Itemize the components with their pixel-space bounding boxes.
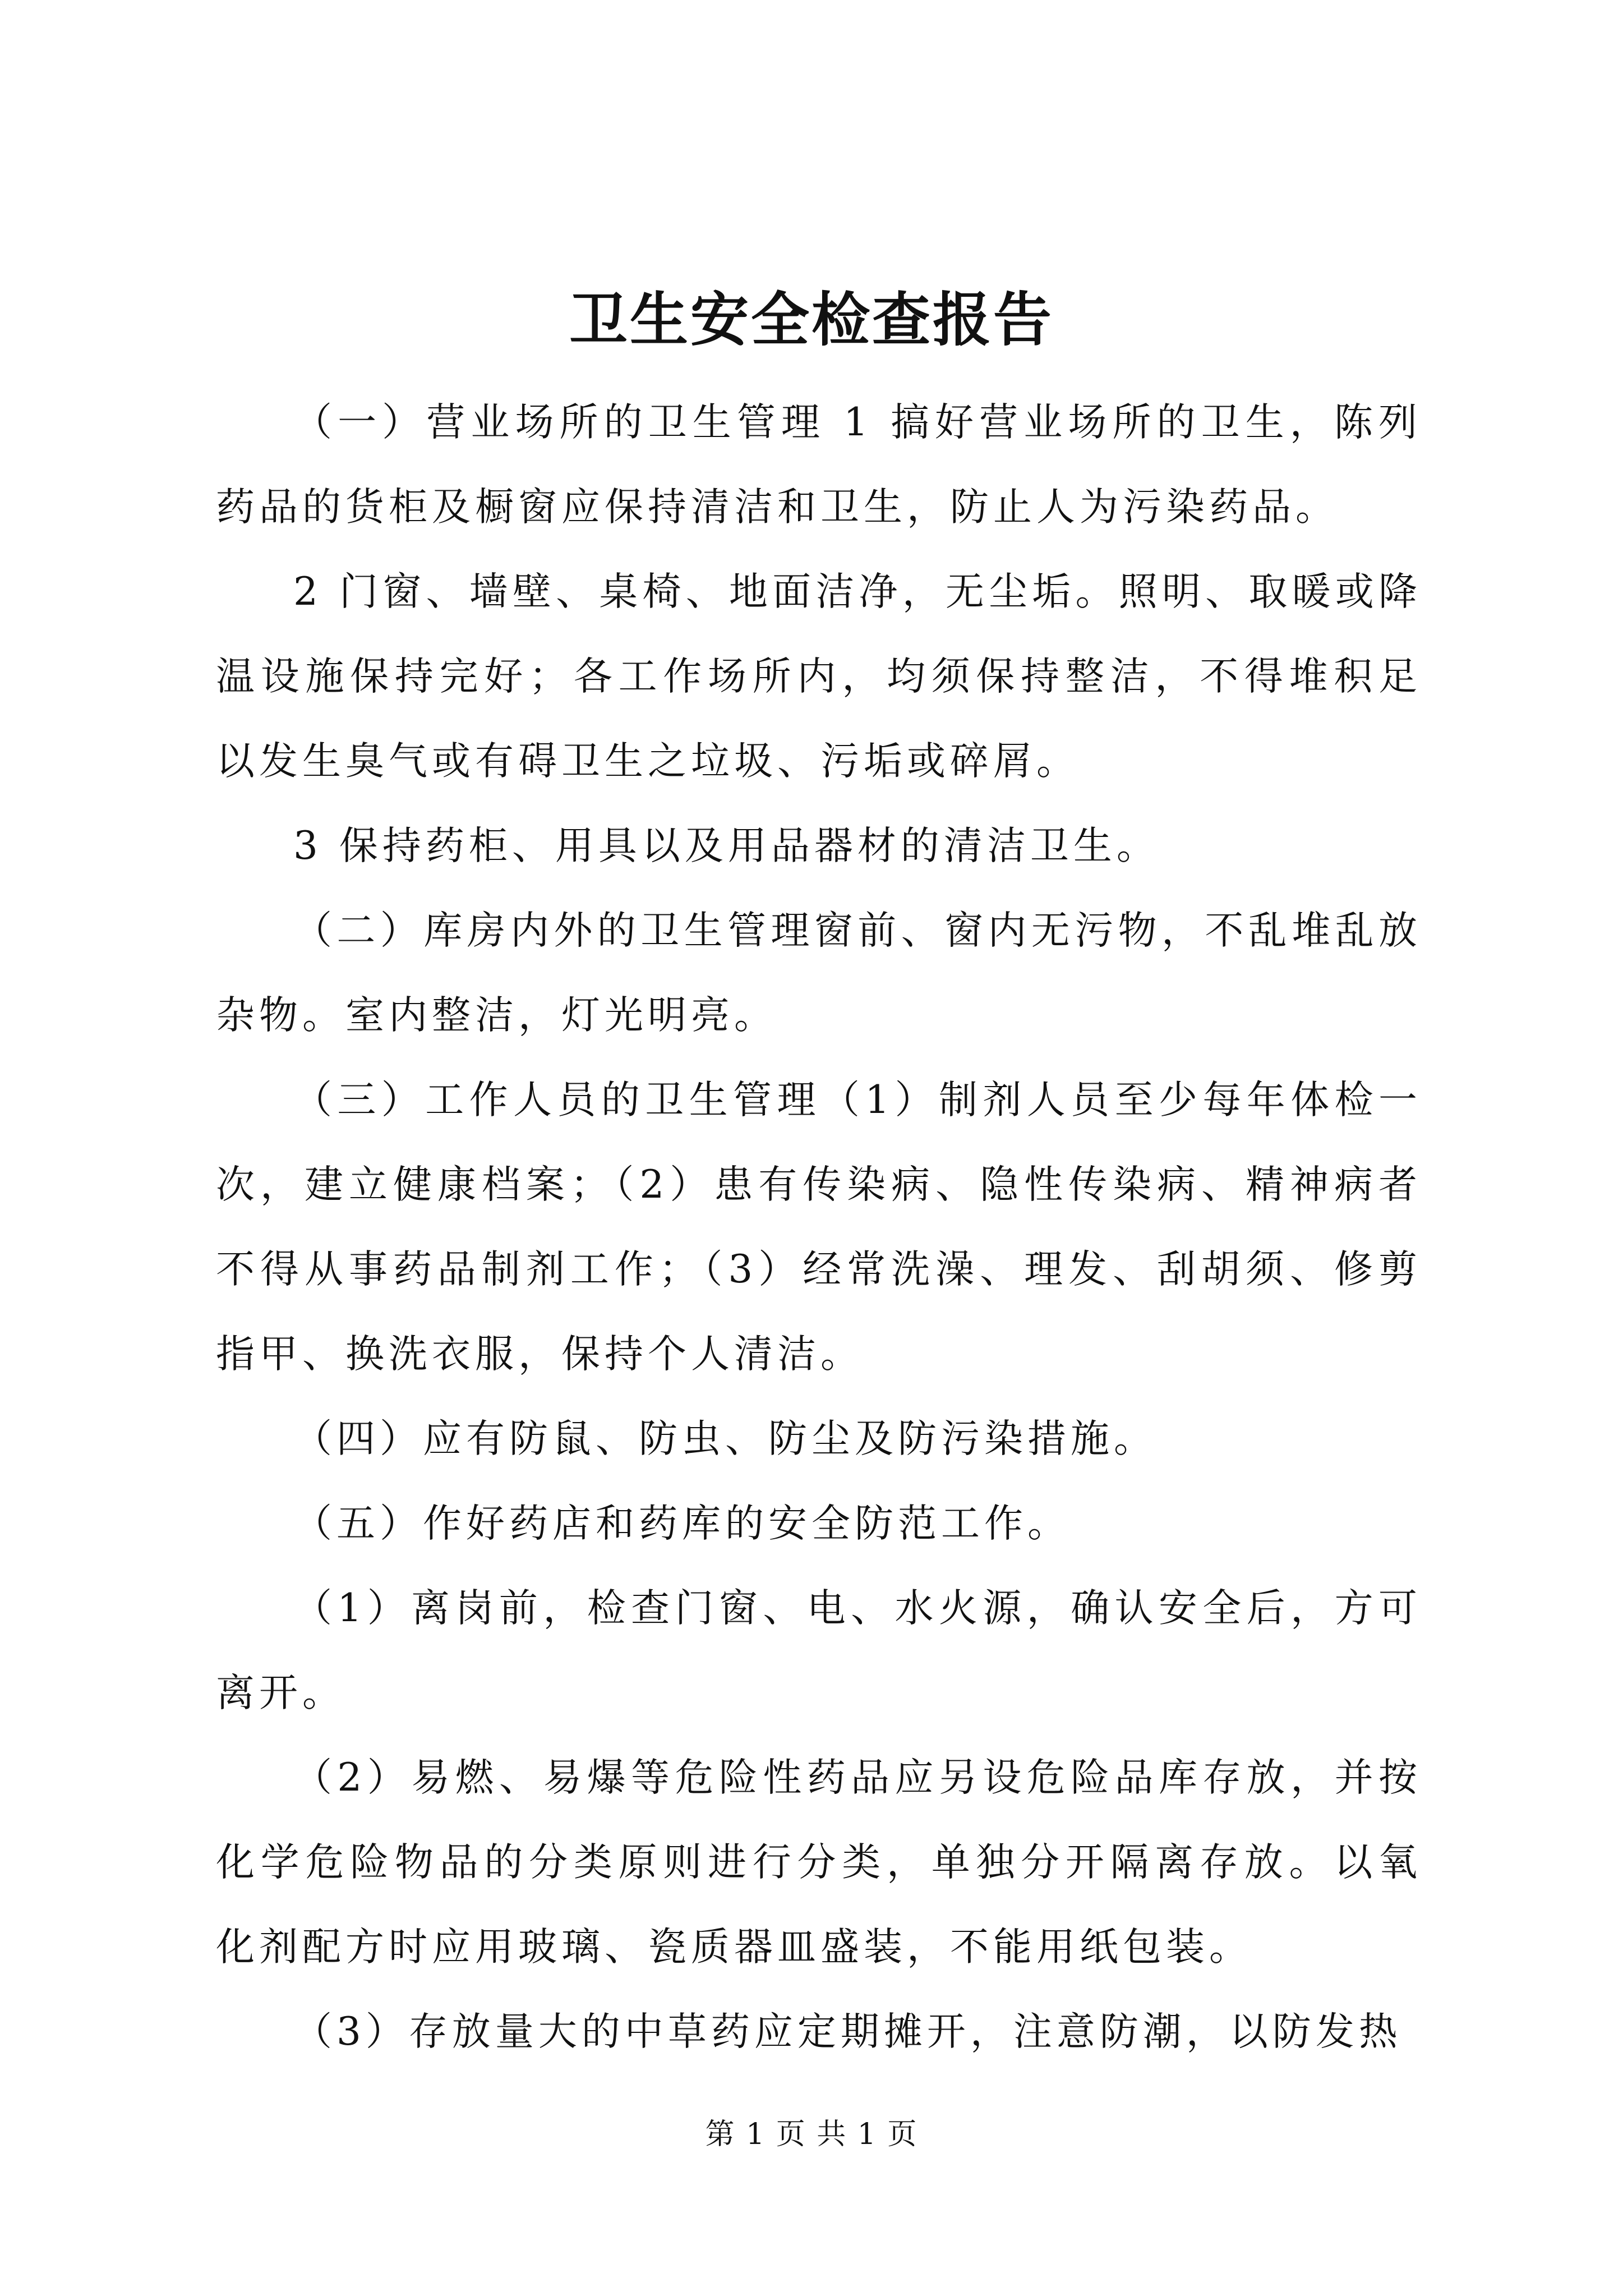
paragraph: （2）易燃、易爆等危险性药品应另设危险品库存放，并按化学危险物品的分类原则进行分类，单独分开隔离存放。以氧化剂配方时应用玻璃、瓷质器皿盛装，不能用纸包装。 bbox=[216, 1755, 1422, 1970]
paragraph: （二）库房内外的卫生管理窗前、窗内无污物，不乱堆乱放杂物。室内整洁，灯光明亮。 bbox=[216, 908, 1422, 1038]
paragraph: （一）营业场所的卫生管理 1 搞好营业场所的卫生，陈列药品的货柜及橱窗应保持清洁和卫生，防止人为污染药品。 bbox=[216, 400, 1422, 530]
document-title: 卫生安全检查报告 bbox=[569, 285, 1054, 354]
paragraph: （3）存放量大的中草药应定期摊开，注意防潮，以防发热 bbox=[293, 2009, 1402, 2054]
paragraph: （三）工作人员的卫生管理（1）制剂人员至少每年体检一次，建立健康档案；（2）患有传染病、隐性传染病、精神病者不得从事药品制剂工作；（3）经常洗澡、理发、刮胡须、修剪指甲、换洗衣服，保持个人清洁。 bbox=[216, 1078, 1422, 1377]
paragraph: （1）离岗前，检查门窗、电、水火源，确认安全后，方可离开。 bbox=[216, 1586, 1422, 1715]
paragraph: （五）作好药店和药库的安全防范工作。 bbox=[293, 1501, 1071, 1546]
paragraph: 2 门窗、墙壁、桌椅、地面洁净，无尘垢。照明、取暖或降温设施保持完好；各工作场所内，均须保持整洁，不得堆积足以发生臭气或有碍卫生之垃圾、污垢或碎屑。 bbox=[216, 569, 1422, 784]
paragraph: 3 保持药柜、用具以及用品器材的清洁卫生。 bbox=[293, 823, 1160, 868]
paragraph: （四）应有防鼠、防虫、防尘及防污染措施。 bbox=[293, 1416, 1157, 1461]
document-body bbox=[216, 380, 1422, 2074]
page-footer: 第 1 页 共 1 页 bbox=[705, 2118, 918, 2151]
